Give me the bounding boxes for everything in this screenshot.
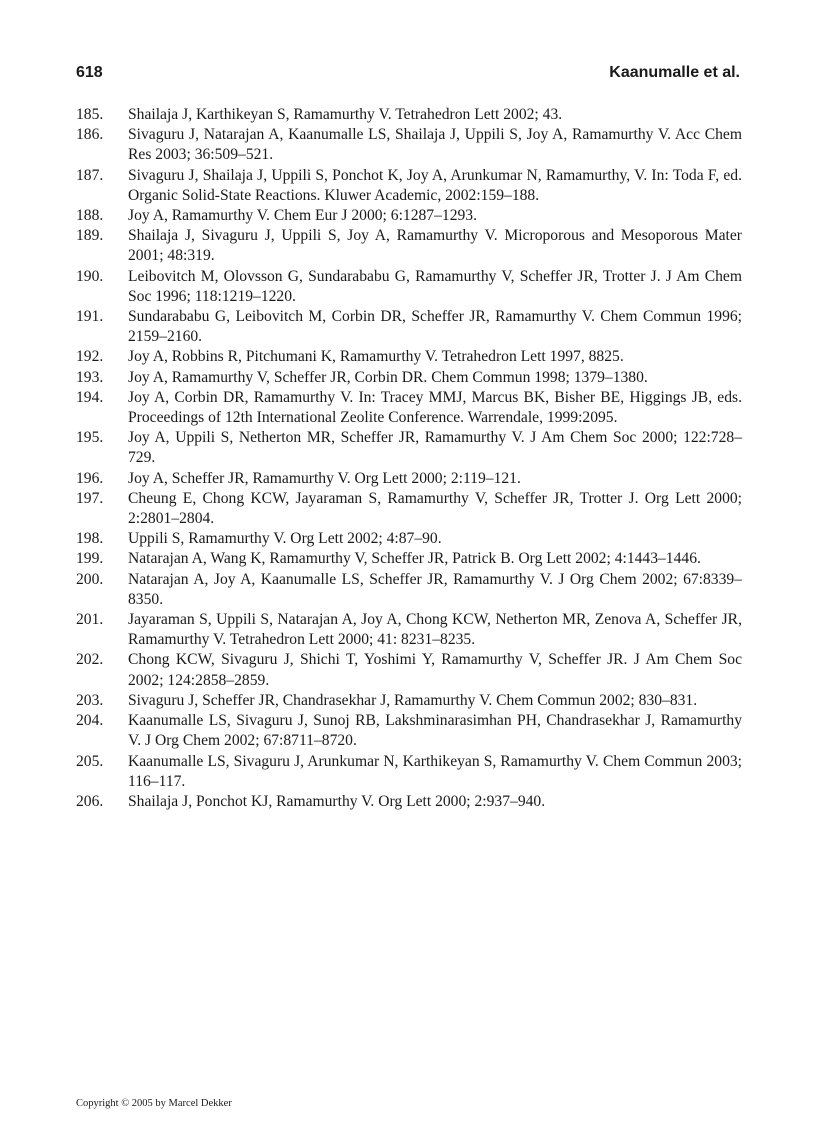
reference-list — [76, 105, 742, 812]
reference-text: Shailaja J, Ponchot KJ, Ramamurthy V. Org Lett 2000; 2:937–940. — [128, 792, 546, 810]
reference-number: 195. — [76, 429, 104, 447]
reference-text: Sundarababu G, Leibovitch M, Corbin DR, Scheffer JR, Ramamurthy V. Chem Commun 1996; 2159–2160. — [128, 308, 742, 346]
reference-number: 191. — [76, 308, 104, 326]
reference-item — [76, 267, 742, 307]
reference-item — [76, 307, 742, 347]
reference-number: 199. — [76, 550, 104, 568]
reference-number: 205. — [76, 752, 104, 770]
reference-text: Sivaguru J, Shailaja J, Uppili S, Ponchot K, Joy A, Arunkumar N, Ramamurthy, V. In: Toda F, ed. Organic Solid-State Reactions. Kluwer Academic, 2002:159–188. — [128, 166, 742, 204]
reference-item — [76, 347, 742, 367]
reference-text: Sivaguru J, Natarajan A, Kaanumalle LS, Shailaja J, Uppili S, Joy A, Ramamurthy V. Acc Chem Res 2003; 36:509–521. — [128, 126, 742, 164]
reference-item — [76, 691, 742, 711]
reference-text: Joy A, Ramamurthy V, Scheffer JR, Corbin DR. Chem Commun 1998; 1379–1380. — [128, 368, 648, 386]
reference-text: Natarajan A, Joy A, Kaanumalle LS, Scheffer JR, Ramamurthy V. J Org Chem 2002; 67:8339–8350. — [128, 570, 742, 608]
reference-text: Shailaja J, Sivaguru J, Uppili S, Joy A, Ramamurthy V. Microporous and Mesoporous Mater 2001; 48:319. — [128, 227, 742, 265]
reference-text: Joy A, Scheffer JR, Ramamurthy V. Org Lett 2000; 2:119–121. — [128, 469, 521, 487]
reference-number: 188. — [76, 207, 104, 225]
reference-item — [76, 206, 742, 226]
reference-text: Leibovitch M, Olovsson G, Sundarababu G, Ramamurthy V, Scheffer JR, Trotter J. J Am Chem Soc 1996; 118:1219–1220. — [128, 267, 742, 305]
page-header — [76, 60, 740, 86]
reference-number: 193. — [76, 368, 104, 386]
reference-item — [76, 792, 742, 812]
reference-item — [76, 166, 742, 206]
reference-text: Sivaguru J, Scheffer JR, Chandrasekhar J, Ramamurthy V. Chem Commun 2002; 830–831. — [128, 691, 698, 709]
reference-text: Joy A, Robbins R, Pitchumani K, Ramamurthy V. Tetrahedron Lett 1997, 8825. — [128, 348, 624, 366]
reference-item — [76, 549, 742, 569]
reference-text: Shailaja J, Karthikeyan S, Ramamurthy V. Tetrahedron Lett 2002; 43. — [128, 106, 563, 123]
reference-text: Joy A, Corbin DR, Ramamurthy V. In: Tracey MMJ, Marcus BK, Bisher BE, Higgings JB, eds. Proceedings of 12th International Zeolite Conference. Warrendale, 1999:2095. — [128, 388, 742, 427]
reference-item — [76, 610, 742, 650]
reference-item — [76, 469, 742, 489]
reference-number: 186. — [76, 126, 104, 144]
reference-number: 194. — [76, 388, 104, 406]
reference-number: 200. — [76, 570, 104, 588]
reference-number: 204. — [76, 712, 104, 730]
reference-text: Joy A, Ramamurthy V. Chem Eur J 2000; 6:1287–1293. — [128, 207, 477, 225]
reference-text: Uppili S, Ramamurthy V. Org Lett 2002; 4:87–90. — [128, 530, 442, 548]
reference-item — [76, 428, 742, 468]
reference-number: 201. — [76, 611, 104, 629]
reference-item — [76, 752, 742, 792]
reference-number: 192. — [76, 348, 104, 366]
reference-number: 190. — [76, 267, 104, 285]
reference-item — [76, 570, 742, 610]
reference-item — [76, 226, 742, 266]
reference-text: Kaanumalle LS, Sivaguru J, Sunoj RB, Lakshminarasimhan PH, Chandrasekhar J, Ramamurthy V. J Org Chem 2002; 67:8711–8720. — [128, 712, 742, 750]
reference-text: Natarajan A, Wang K, Ramamurthy V, Scheffer JR, Patrick B. Org Lett 2002; 4:1443–1446. — [128, 550, 701, 568]
reference-text: Joy A, Uppili S, Netherton MR, Scheffer JR, Ramamurthy V. J Am Chem Soc 2000; 122:728–729. — [128, 429, 742, 467]
reference-number: 185. — [76, 106, 104, 123]
reference-item — [76, 368, 742, 388]
reference-number: 206. — [76, 792, 104, 810]
reference-item — [76, 489, 742, 529]
reference-text: Kaanumalle LS, Sivaguru J, Arunkumar N, Karthikeyan S, Ramamurthy V. Chem Commun 2003; 116–117. — [128, 752, 742, 790]
reference-item — [76, 711, 742, 751]
page-number: 618 — [76, 64, 103, 81]
reference-number: 197. — [76, 489, 104, 507]
reference-number: 189. — [76, 227, 104, 245]
reference-text: Jayaraman S, Uppili S, Natarajan A, Joy A, Chong KCW, Netherton MR, Zenova A, Scheffer JR, Ramamurthy V. Tetrahedron Lett 2000; 41: 8231–8235. — [128, 611, 742, 649]
reference-text: Chong KCW, Sivaguru J, Shichi T, Yoshimi Y, Ramamurthy V, Scheffer JR. J Am Chem Soc 2002; 124:2858–2859. — [128, 651, 742, 689]
reference-number: 196. — [76, 469, 104, 487]
running-head: Kaanumalle et al. — [609, 64, 740, 81]
copyright-notice: Copyright © 2005 by Marcel Dekker — [76, 1098, 232, 1109]
reference-number: 203. — [76, 691, 104, 709]
reference-item — [76, 650, 742, 690]
reference-number: 202. — [76, 651, 104, 669]
reference-item — [76, 529, 742, 549]
reference-item — [76, 105, 742, 125]
reference-number: 198. — [76, 530, 104, 548]
reference-item — [76, 388, 742, 428]
reference-text: Cheung E, Chong KCW, Jayaraman S, Ramamurthy V, Scheffer JR, Trotter J. Org Lett 2000; 2:2801–2804. — [128, 489, 742, 528]
reference-item — [76, 125, 742, 165]
reference-number: 187. — [76, 166, 104, 184]
